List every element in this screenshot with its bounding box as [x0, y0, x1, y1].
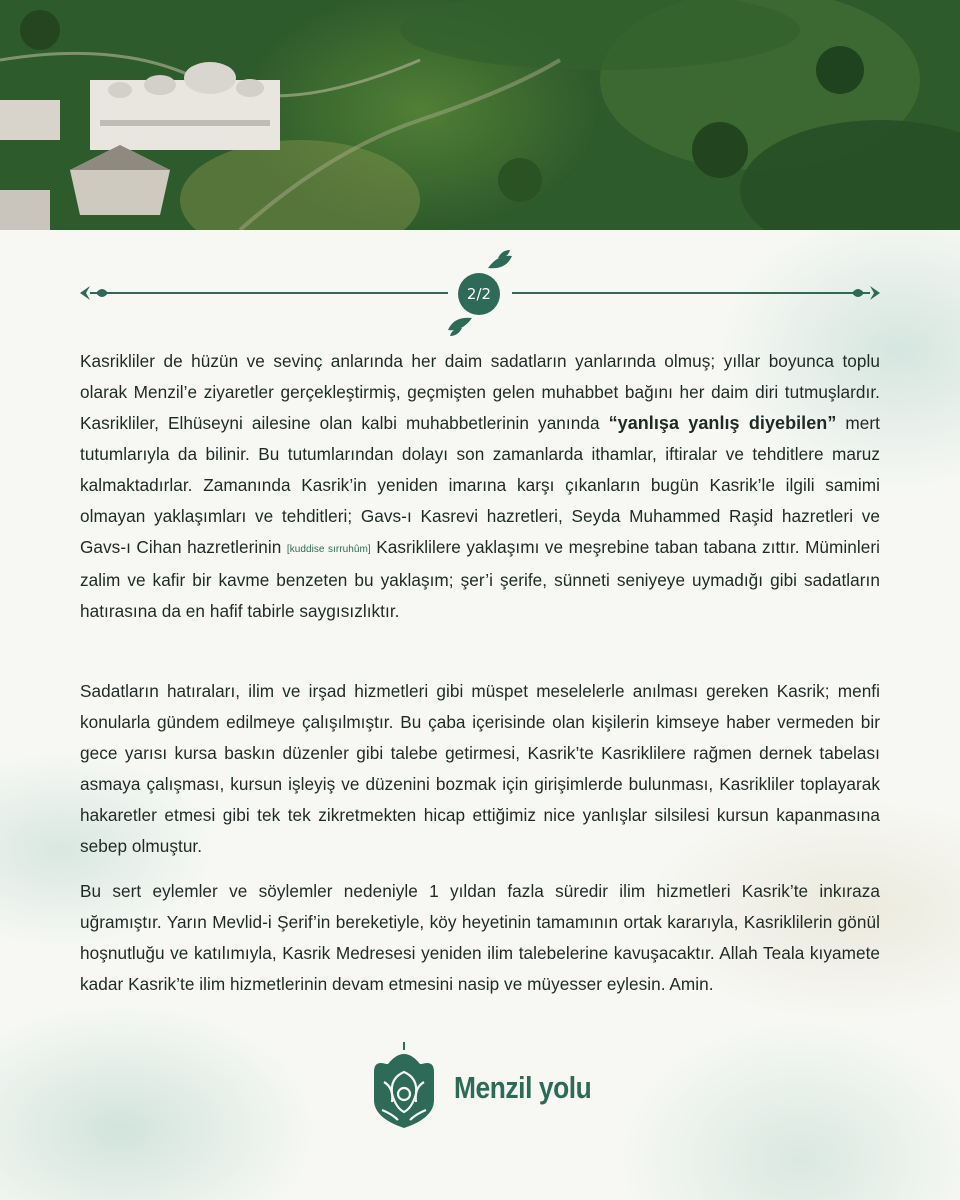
- paragraph-1: [80, 346, 880, 627]
- paragraph-1-text-a: Kasrikliler de hüzün ve sevinç anlarında her daim sadatların yanlarında olmuş; yıllar boyunca toplu olarak Menzil’e ziyaretler gerçekleştirmiş, geçmişten gelen muhabbet bağını her daim diri tutmuşlardır. Kasrikliler, Elhüseyni ailesine olan kalbi muhabbetlerinin yanında: [80, 351, 880, 433]
- header-photo: [0, 0, 960, 230]
- paragraph-2: Sadatların hatıraları, ilim ve irşad hizmetleri gibi müspet meselelerle anılması gereken Kasrik; menfi konularla gündem edilmeye çalışılmıştır. Bu çaba içerisinde olan kişilerin kimseye haber vermeden bir gece yarısı kursa baskın düzenler gibi talebe getirmesi, Kasrik’te Kasriklilere rağmen dernek tabelası asmaya çalışması, kursun işleyiş ve düzenini bozmak için girişimlerde bulunması, Kasrikliler toplayarak hakaretler etmesi gibi tek tek zikretmekten hicap ettiğimiz nice yanlışlar silsilesi kursun kapanmasına sebep olmuştur.: [80, 681, 880, 856]
- emphasis-quote: “yanlışa yanlış diyebilen”: [608, 413, 837, 433]
- paragraph-1-text-c: Kasriklilere yaklaşımı ve meşrebine taban tabana zıttır. Müminleri zalim ve kafir bir kavme benzeten bu yaklaşım; şer’i şerife, sünneti seniyeye uymadığı gibi sadatların hatırasına da en hafif tabirle saygısızlıktır.: [80, 537, 881, 621]
- honorific-note: [kuddise sırruhûm]: [286, 544, 371, 555]
- page-indicator: 2/2: [458, 273, 500, 315]
- aerial-landscape-image: [0, 0, 960, 230]
- menzil-dome-emblem-icon: [368, 1042, 440, 1128]
- paragraph-1-text-b: mert tutumlarıyla da bilinir. Bu tutumlarından dolayı son zamanlarda ithamlar, iftiralar ve tehditlere maruz kalmaktadırlar. Zamanında Kasrik’in yeniden imarına karşı çıkanların bugün Kasrik’le ilgili samimi olmayan yaklaşımları ve tehditleri; Gavs-ı Kasrevi hazretleri, Seyda Muhammed Raşid hazretleri ve Gavs-ı Cihan hazretlerinin: [80, 413, 880, 557]
- brand-name: Menzil yolu: [454, 1070, 592, 1105]
- paragraph-3: Bu sert eylemler ve söylemler nedeniyle 1 yıldan fazla süredir ilim hizmetleri Kasrik’te inkıraza uğramıştır. Yarın Mevlid-i Şerif’in bereketiyle, köy heyetinin tamamının ortak kararıyla, Kasriklilerin gönül hoşnutluğu ve katılımıyla, Kasrik Medresesi yeniden ilim talebelerine kavuşacaktır. Allah Teala kıyamete kadar Kasrik’te ilim hizmetlerinin devam etmesini nasip ve müyesser eylesin. Amin.: [80, 881, 880, 994]
